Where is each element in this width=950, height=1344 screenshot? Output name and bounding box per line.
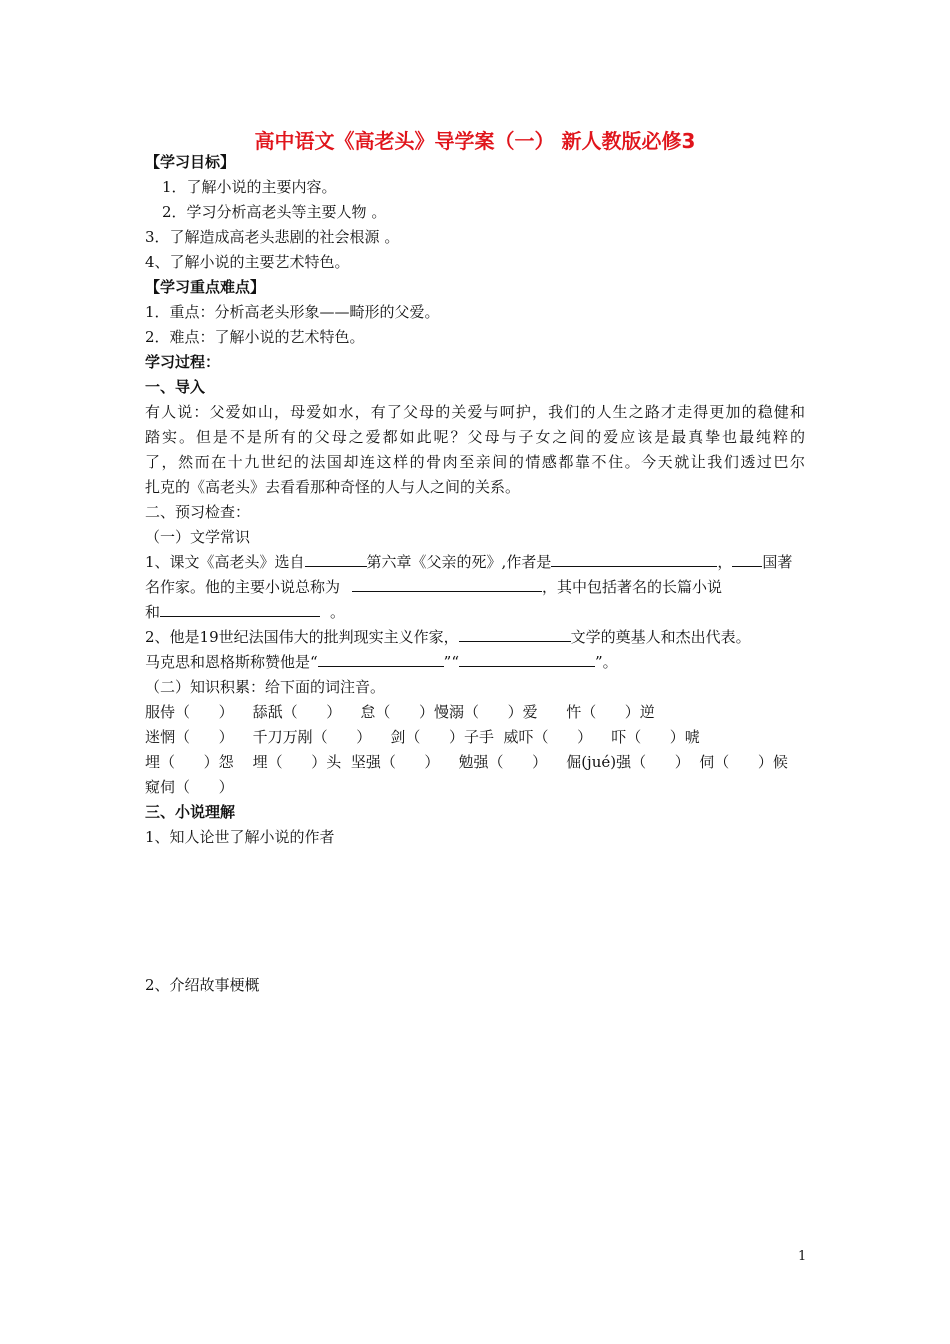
process-heading: 学习过程：	[145, 353, 221, 371]
blank-collection-name[interactable]	[352, 577, 542, 592]
understanding-question-1: 1、知人论世了解小说的作者	[145, 828, 335, 846]
goal-item-1: 1．了解小说的主要内容。	[162, 178, 337, 196]
focus-heading: 【学习重点难点】	[145, 278, 266, 296]
blank-praise-1[interactable]	[318, 652, 444, 667]
vocab-line-3: 埋（ ）怨 埋（ ）头 坚强（ ） 勉强（ ） 倔(jué)强（ ） 伺（ ）候	[145, 753, 788, 771]
vocab-subheading: （二）知识积累：给下面的词注音。	[145, 678, 386, 696]
intro-line-2: 踏实。但是不是所有的父母之爱都如此呢？父母与子女之间的爱应该是最真挚也最纯粹的	[145, 428, 805, 446]
vocab-line-1: 服侍（ ） 舔舐（ ） 怠（ ）慢溺（ ）爱 忤（ ）逆	[145, 703, 655, 721]
literature-subheading: （一）文学常识	[145, 528, 251, 546]
blank-praise-2[interactable]	[459, 652, 595, 667]
q2-text-c: 马克思和恩格斯称赞他是“	[145, 653, 318, 671]
q1-text-e: 名作家。他的主要小说总称为	[145, 578, 341, 596]
document-title: 高中语文《高老头》导学案（一） 新人教版必修3	[254, 129, 696, 153]
q2-text-d: ”“	[443, 653, 460, 671]
goal-item-3: 3．了解造成高老头悲剧的社会根源 。	[145, 228, 400, 246]
q1-text-c: ，	[717, 553, 733, 571]
question-2-line-2	[145, 652, 618, 672]
preview-heading: 二、预习检查：	[145, 503, 251, 521]
vocab-line-2: 迷惘（ ） 千刀万剐（ ） 剑（ ）子手 威吓（ ） 吓（ ）唬	[145, 728, 700, 746]
intro-line-4: 扎克的《高老头》去看看那种奇怪的人与人之间的关系。	[145, 478, 521, 496]
q1-text-f: ，其中包括著名的长篇小说	[542, 578, 723, 596]
goals-heading: 【学习目标】	[145, 153, 236, 171]
question-1-line-1	[145, 552, 792, 572]
q1-text-g: 和	[145, 603, 161, 621]
intro-line-1: 有人说：父爱如山，母爱如水，有了父母的关爱与呵护，我们的人生之路才走得更加的稳健和	[145, 403, 805, 421]
blank-novel-name[interactable]	[160, 602, 320, 617]
question-1-line-3	[145, 602, 345, 622]
q2-text-b: 文学的奠基人和杰出代表。	[570, 628, 751, 646]
intro-heading: 一、导入	[145, 378, 206, 396]
page-number: 1	[798, 1249, 807, 1264]
blank-author[interactable]	[551, 552, 717, 567]
focus-item-1: 1．重点：分析高老头形象——畸形的父爱。	[145, 303, 440, 321]
q1-text-a: 1、课文《高老头》选自	[145, 553, 305, 571]
question-2-line-1	[145, 627, 751, 647]
understanding-question-2: 2、介绍故事梗概	[145, 976, 260, 994]
blank-country[interactable]	[732, 552, 762, 567]
focus-item-2: 2．难点：了解小说的艺术特色。	[145, 328, 365, 346]
intro-line-3: 了，然而在十九世纪的法国却连这样的骨肉至亲间的情感都靠不住。今天就让我们透过巴尔	[145, 453, 805, 471]
q1-text-b: 第六章《父亲的死》,作者是	[366, 553, 552, 571]
goal-item-4: 4、了解小说的主要艺术特色。	[145, 253, 350, 271]
question-1-line-2	[145, 577, 722, 597]
vocab-line-4: 窥伺（ ）	[145, 778, 234, 796]
understanding-heading: 三、小说理解	[145, 803, 236, 821]
goal-item-2: 2．学习分析高老头等主要人物 。	[162, 203, 387, 221]
blank-source-book[interactable]	[305, 552, 367, 567]
q1-text-h: 。	[330, 603, 346, 621]
q2-text-a: 2、他是19世纪法国伟大的批判现实主义作家，	[145, 628, 459, 646]
blank-literature-type[interactable]	[459, 627, 571, 642]
q1-text-d: 国著	[762, 553, 793, 571]
q2-text-e: ”。	[595, 653, 618, 671]
